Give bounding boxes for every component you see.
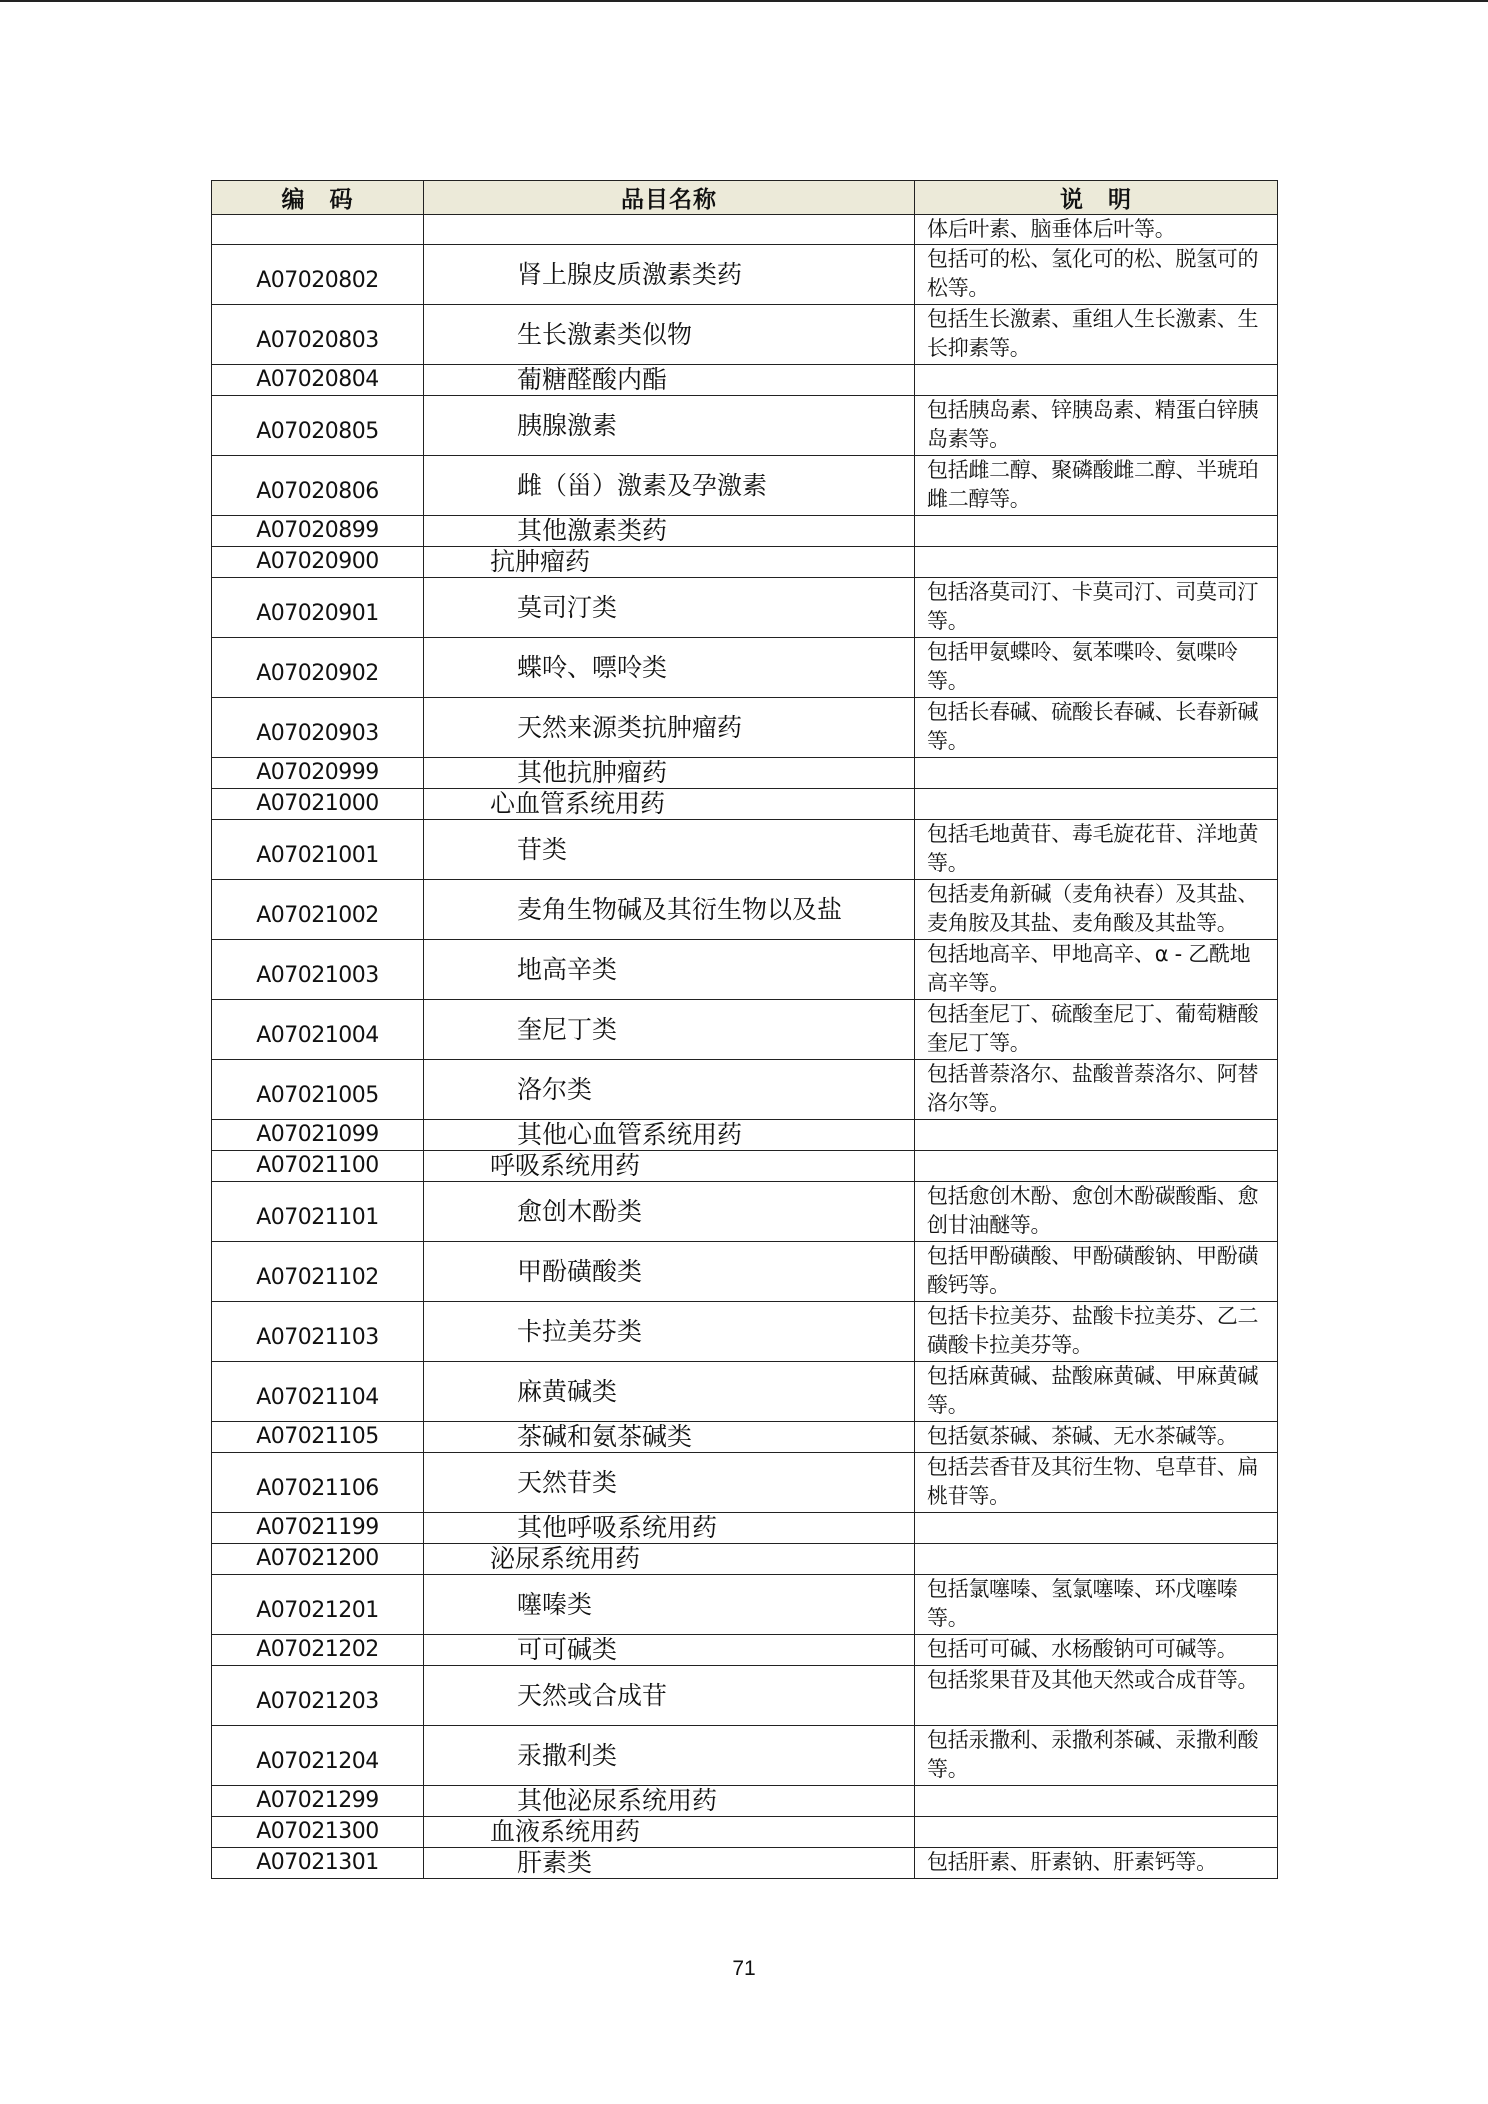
cell-code: A07020802 bbox=[212, 245, 424, 305]
cell-desc bbox=[915, 365, 1278, 396]
table-row bbox=[212, 789, 1278, 820]
cell-desc: 包括麻黄碱、盐酸麻黄碱、甲麻黄碱等。 bbox=[915, 1362, 1278, 1422]
cell-desc bbox=[915, 1786, 1278, 1817]
cell-code: A07021105 bbox=[212, 1422, 424, 1453]
cell-code: A07020999 bbox=[212, 758, 424, 789]
cell-name: 地高辛类 bbox=[424, 940, 915, 1000]
cell-name: 卡拉美芬类 bbox=[424, 1302, 915, 1362]
table-row bbox=[212, 215, 1278, 245]
table-row bbox=[212, 1786, 1278, 1817]
catalog-table bbox=[211, 180, 1278, 1879]
cell-name: 心血管系统用药 bbox=[424, 789, 915, 820]
cell-name: 雌（甾）激素及孕激素 bbox=[424, 456, 915, 516]
cell-code: A07021201 bbox=[212, 1575, 424, 1635]
cell-name: 麦角生物碱及其衍生物以及盐 bbox=[424, 880, 915, 940]
table-row bbox=[212, 1453, 1278, 1513]
cell-name: 肾上腺皮质激素类药 bbox=[424, 245, 915, 305]
cell-name: 天然苷类 bbox=[424, 1453, 915, 1513]
cell-desc: 包括肝素、肝素钠、肝素钙等。 bbox=[915, 1848, 1278, 1879]
table-row bbox=[212, 456, 1278, 516]
cell-name: 其他心血管系统用药 bbox=[424, 1120, 915, 1151]
cell-code: A07020805 bbox=[212, 396, 424, 456]
table-row bbox=[212, 880, 1278, 940]
cell-desc bbox=[915, 1120, 1278, 1151]
cell-name: 苷类 bbox=[424, 820, 915, 880]
cell-code: A07020901 bbox=[212, 578, 424, 638]
cell-desc: 包括卡拉美芬、盐酸卡拉美芬、乙二磺酸卡拉美芬等。 bbox=[915, 1302, 1278, 1362]
table-row bbox=[212, 516, 1278, 547]
cell-name: 愈创木酚类 bbox=[424, 1182, 915, 1242]
cell-code bbox=[212, 215, 424, 245]
cell-code: A07021200 bbox=[212, 1544, 424, 1575]
cell-name: 麻黄碱类 bbox=[424, 1362, 915, 1422]
cell-code: A07021299 bbox=[212, 1786, 424, 1817]
table-header bbox=[212, 181, 1278, 215]
cell-desc: 包括可的松、氢化可的松、脱氢可的松等。 bbox=[915, 245, 1278, 305]
cell-desc: 包括氨茶碱、茶碱、无水茶碱等。 bbox=[915, 1422, 1278, 1453]
table-row bbox=[212, 1817, 1278, 1848]
cell-desc: 包括甲氨蝶呤、氨苯喋呤、氨喋呤等。 bbox=[915, 638, 1278, 698]
cell-code: A07020900 bbox=[212, 547, 424, 578]
cell-code: A07021103 bbox=[212, 1302, 424, 1362]
cell-name: 汞撒利类 bbox=[424, 1726, 915, 1786]
cell-desc bbox=[915, 789, 1278, 820]
cell-name: 天然来源类抗肿瘤药 bbox=[424, 698, 915, 758]
cell-name: 噻嗪类 bbox=[424, 1575, 915, 1635]
table-row bbox=[212, 1513, 1278, 1544]
table-row bbox=[212, 1120, 1278, 1151]
cell-desc: 包括愈创木酚、愈创木酚碳酸酯、愈创甘油醚等。 bbox=[915, 1182, 1278, 1242]
cell-code: A07021004 bbox=[212, 1000, 424, 1060]
table-row bbox=[212, 1666, 1278, 1726]
cell-name: 洛尔类 bbox=[424, 1060, 915, 1120]
cell-code: A07021005 bbox=[212, 1060, 424, 1120]
table-row bbox=[212, 547, 1278, 578]
cell-desc bbox=[915, 547, 1278, 578]
cell-name: 呼吸系统用药 bbox=[424, 1151, 915, 1182]
cell-code: A07021106 bbox=[212, 1453, 424, 1513]
cell-code: A07021301 bbox=[212, 1848, 424, 1879]
cell-name: 肝素类 bbox=[424, 1848, 915, 1879]
cell-name: 天然或合成苷 bbox=[424, 1666, 915, 1726]
cell-name: 血液系统用药 bbox=[424, 1817, 915, 1848]
cell-desc: 包括芸香苷及其衍生物、皂草苷、扁桃苷等。 bbox=[915, 1453, 1278, 1513]
table-header-row bbox=[212, 181, 1278, 215]
cell-name: 生长激素类似物 bbox=[424, 305, 915, 365]
cell-code: A07021001 bbox=[212, 820, 424, 880]
cell-desc: 包括浆果苷及其他天然或合成苷等。 bbox=[915, 1666, 1278, 1726]
table-row bbox=[212, 305, 1278, 365]
table-body bbox=[212, 215, 1278, 1879]
cell-name: 其他激素类药 bbox=[424, 516, 915, 547]
cell-name bbox=[424, 215, 915, 245]
table-row bbox=[212, 1000, 1278, 1060]
cell-desc: 包括汞撒利、汞撒利茶碱、汞撒利酸等。 bbox=[915, 1726, 1278, 1786]
cell-name: 泌尿系统用药 bbox=[424, 1544, 915, 1575]
cell-desc: 包括氯噻嗪、氢氯噻嗪、环戊噻嗪等。 bbox=[915, 1575, 1278, 1635]
table-row bbox=[212, 1060, 1278, 1120]
cell-code: A07020899 bbox=[212, 516, 424, 547]
cell-code: A07021099 bbox=[212, 1120, 424, 1151]
cell-code: A07020903 bbox=[212, 698, 424, 758]
cell-name: 葡糖醛酸内酯 bbox=[424, 365, 915, 396]
table-row bbox=[212, 1151, 1278, 1182]
cell-name: 胰腺激素 bbox=[424, 396, 915, 456]
cell-desc: 包括毛地黄苷、毒毛旋花苷、洋地黄等。 bbox=[915, 820, 1278, 880]
table-row bbox=[212, 365, 1278, 396]
top-border-line bbox=[0, 0, 1488, 2]
cell-name: 可可碱类 bbox=[424, 1635, 915, 1666]
table-row bbox=[212, 1242, 1278, 1302]
cell-code: A07021199 bbox=[212, 1513, 424, 1544]
cell-name: 抗肿瘤药 bbox=[424, 547, 915, 578]
cell-desc bbox=[915, 1513, 1278, 1544]
cell-desc: 体后叶素、脑垂体后叶等。 bbox=[915, 215, 1278, 245]
table-row bbox=[212, 1848, 1278, 1879]
cell-desc: 包括雌二醇、聚磷酸雌二醇、半琥珀雌二醇等。 bbox=[915, 456, 1278, 516]
cell-name: 莫司汀类 bbox=[424, 578, 915, 638]
cell-code: A07021300 bbox=[212, 1817, 424, 1848]
cell-desc bbox=[915, 1151, 1278, 1182]
cell-code: A07021101 bbox=[212, 1182, 424, 1242]
cell-desc bbox=[915, 1817, 1278, 1848]
table-row bbox=[212, 1182, 1278, 1242]
table-row bbox=[212, 638, 1278, 698]
cell-code: A07021100 bbox=[212, 1151, 424, 1182]
header-name: 品目名称 bbox=[424, 181, 915, 215]
table-row bbox=[212, 1362, 1278, 1422]
cell-code: A07020806 bbox=[212, 456, 424, 516]
cell-code: A07021003 bbox=[212, 940, 424, 1000]
page-number: 71 bbox=[732, 1957, 756, 1980]
cell-name: 奎尼丁类 bbox=[424, 1000, 915, 1060]
cell-desc bbox=[915, 516, 1278, 547]
cell-desc: 包括胰岛素、锌胰岛素、精蛋白锌胰岛素等。 bbox=[915, 396, 1278, 456]
cell-desc: 包括甲酚磺酸、甲酚磺酸钠、甲酚磺酸钙等。 bbox=[915, 1242, 1278, 1302]
cell-name: 其他抗肿瘤药 bbox=[424, 758, 915, 789]
cell-code: A07020902 bbox=[212, 638, 424, 698]
cell-code: A07021104 bbox=[212, 1362, 424, 1422]
cell-code: A07020803 bbox=[212, 305, 424, 365]
cell-desc: 包括可可碱、水杨酸钠可可碱等。 bbox=[915, 1635, 1278, 1666]
cell-desc: 包括长春碱、硫酸长春碱、长春新碱等。 bbox=[915, 698, 1278, 758]
table-row bbox=[212, 698, 1278, 758]
table-row bbox=[212, 1726, 1278, 1786]
cell-code: A07021202 bbox=[212, 1635, 424, 1666]
table-row bbox=[212, 396, 1278, 456]
cell-desc: 包括洛莫司汀、卡莫司汀、司莫司汀等。 bbox=[915, 578, 1278, 638]
cell-desc bbox=[915, 1544, 1278, 1575]
cell-name: 甲酚磺酸类 bbox=[424, 1242, 915, 1302]
cell-name: 茶碱和氨茶碱类 bbox=[424, 1422, 915, 1453]
table-row bbox=[212, 758, 1278, 789]
cell-name: 其他泌尿系统用药 bbox=[424, 1786, 915, 1817]
header-code: 编 码 bbox=[212, 181, 424, 215]
cell-desc: 包括普萘洛尔、盐酸普萘洛尔、阿替洛尔等。 bbox=[915, 1060, 1278, 1120]
cell-name: 其他呼吸系统用药 bbox=[424, 1513, 915, 1544]
cell-code: A07021002 bbox=[212, 880, 424, 940]
cell-desc bbox=[915, 758, 1278, 789]
table-row bbox=[212, 1422, 1278, 1453]
table-row bbox=[212, 1635, 1278, 1666]
cell-code: A07021204 bbox=[212, 1726, 424, 1786]
table-row bbox=[212, 1302, 1278, 1362]
cell-code: A07021102 bbox=[212, 1242, 424, 1302]
cell-name: 蝶呤、嘌呤类 bbox=[424, 638, 915, 698]
cell-desc: 包括地高辛、甲地高辛、α - 乙酰地高辛等。 bbox=[915, 940, 1278, 1000]
table-row bbox=[212, 1575, 1278, 1635]
cell-code: A07020804 bbox=[212, 365, 424, 396]
table-row bbox=[212, 940, 1278, 1000]
cell-desc: 包括生长激素、重组人生长激素、生长抑素等。 bbox=[915, 305, 1278, 365]
table-row bbox=[212, 245, 1278, 305]
table-row bbox=[212, 578, 1278, 638]
header-desc: 说 明 bbox=[915, 181, 1278, 215]
cell-code: A07021203 bbox=[212, 1666, 424, 1726]
table-row bbox=[212, 820, 1278, 880]
cell-desc: 包括麦角新碱（麦角袂春）及其盐、麦角胺及其盐、麦角酸及其盐等。 bbox=[915, 880, 1278, 940]
cell-desc: 包括奎尼丁、硫酸奎尼丁、葡萄糖酸奎尼丁等。 bbox=[915, 1000, 1278, 1060]
table-row bbox=[212, 1544, 1278, 1575]
cell-code: A07021000 bbox=[212, 789, 424, 820]
